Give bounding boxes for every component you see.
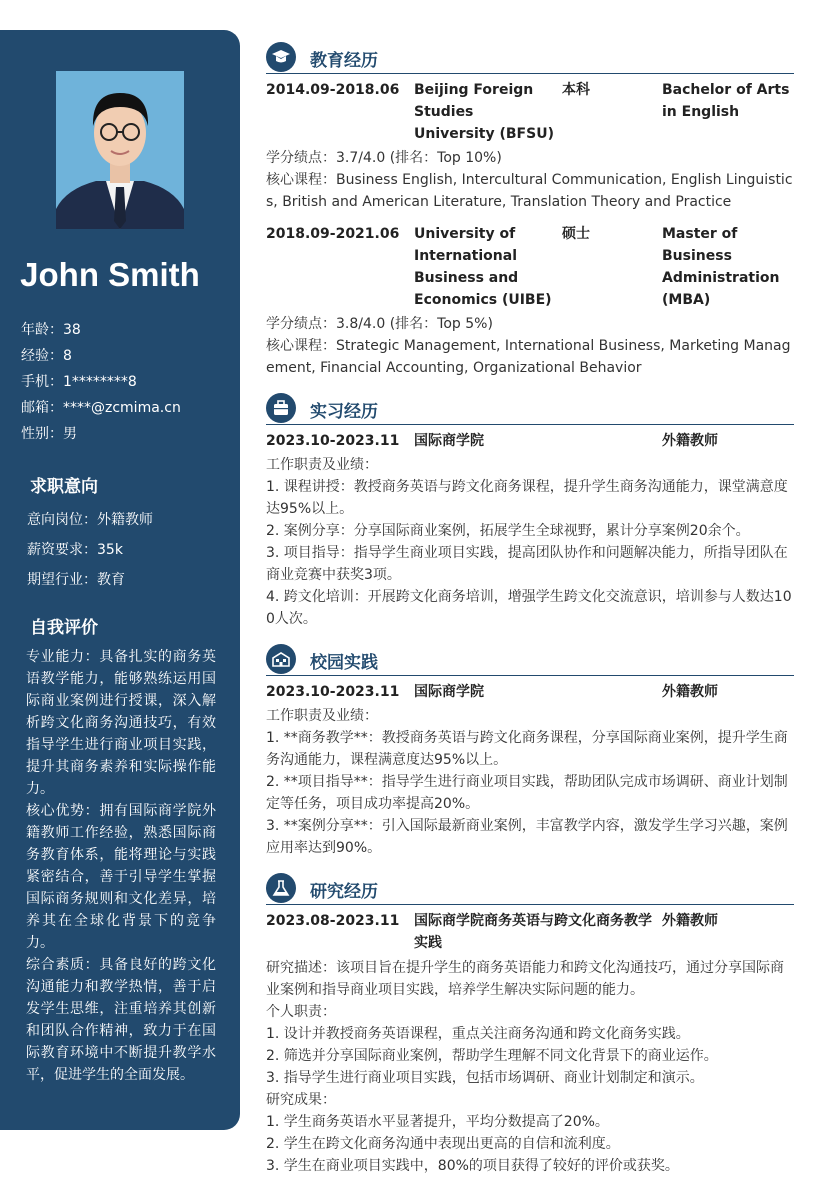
phone-value: 1********8 bbox=[63, 374, 137, 390]
section-divider bbox=[266, 424, 794, 425]
campus-section-header bbox=[266, 644, 794, 676]
edu-degree: 硕士 bbox=[562, 226, 590, 242]
experience-row bbox=[21, 346, 181, 372]
flask-icon bbox=[266, 873, 296, 903]
intent-position: 意向岗位：外籍教师 bbox=[27, 512, 153, 528]
internship-date: 2023.10-2023.11 bbox=[266, 433, 400, 449]
email-row bbox=[21, 398, 181, 424]
internship-line: 4. 跨文化培训：开展跨文化商务培训，增强学生跨文化交流意识，培训参与人数达100人次。 bbox=[266, 589, 792, 627]
education-title: 教育经历 bbox=[310, 51, 378, 71]
phone-label: 手机： bbox=[21, 374, 63, 390]
section-divider bbox=[266, 904, 794, 905]
internship-details bbox=[266, 454, 794, 630]
briefcase-icon bbox=[266, 393, 296, 423]
research-line: 1. 设计并教授商务英语课程，重点关注商务沟通和跨文化商务实践。 bbox=[266, 1026, 690, 1042]
education-details bbox=[266, 147, 794, 213]
graduation-cap-icon bbox=[266, 42, 296, 72]
self-eval-paragraph: 专业能力：具备扎实的商务英语教学能力，能够熟练运用国际商业案例进行授课，深入解析跨文化商务沟通技巧，有效指导学生进行商业项目实践，提升其商务素养和实际操作能力。 bbox=[26, 649, 216, 797]
edu-major: Bachelor of Arts in English bbox=[662, 82, 790, 120]
basic-info bbox=[21, 320, 181, 450]
edu-courses: 核心课程：Business English, Intercultural Communication, English Linguistics, British and American Literature, Translation Theory and Practice bbox=[266, 172, 793, 210]
internship-line: 3. 项目指导：指导学生商业项目实践，提高团队协作和问题解决能力，所指导团队在商业竞赛中获奖3项。 bbox=[266, 545, 788, 583]
internship-line: 工作职责及业绩： bbox=[266, 457, 378, 473]
edu-date: 2014.09-2018.06 bbox=[266, 82, 400, 98]
email-label: 邮箱： bbox=[21, 400, 63, 416]
research-project: 国际商学院商务英语与跨文化商务教学实践 bbox=[414, 913, 652, 951]
section-divider bbox=[266, 675, 794, 676]
research-date: 2023.08-2023.11 bbox=[266, 913, 400, 929]
research-line: 个人职责： bbox=[266, 1004, 336, 1020]
intent-salary: 薪资要求：35k bbox=[27, 542, 123, 558]
portrait-photo bbox=[56, 71, 184, 229]
age-row bbox=[21, 320, 181, 346]
self-eval-paragraph: 核心优势：拥有国际商学院外籍教师工作经验，熟悉国际商务教育体系，能将理论与实践紧密结合，善于引导学生掌握国际商务规则和文化差异，培养其在全球化背景下的竞争力。 bbox=[26, 803, 216, 951]
gender-row bbox=[21, 424, 181, 450]
edu-date: 2018.09-2021.06 bbox=[266, 226, 400, 242]
internship-section-header bbox=[266, 393, 794, 425]
candidate-name: John Smith bbox=[20, 256, 200, 293]
research-line: 3. 学生在商业项目实践中，80%的项目获得了较好的评价或获奖。 bbox=[266, 1158, 679, 1174]
internship-role: 外籍教师 bbox=[662, 433, 718, 449]
edu-school: Beijing Foreign Studies University (BFSU) bbox=[414, 82, 554, 142]
research-line: 研究成果： bbox=[266, 1092, 336, 1108]
edu-gpa: 学分绩点：3.7/4.0 (排名：Top 10%) bbox=[266, 150, 502, 166]
research-details bbox=[266, 957, 794, 1177]
campus-building-icon bbox=[266, 644, 296, 674]
edu-courses: 核心课程：Strategic Management, International Business, Marketing Management, Financial Accounting, Organizational Behavior bbox=[266, 338, 791, 376]
internship-line: 1. 课程讲授：教授商务英语与跨文化商务课程，提升学生商务沟通能力，课堂满意度达95%以上。 bbox=[266, 479, 788, 517]
avatar bbox=[56, 71, 184, 229]
research-line: 3. 指导学生进行商业项目实践，包括市场调研、商业计划制定和演示。 bbox=[266, 1070, 704, 1086]
gender-label: 性别： bbox=[21, 426, 63, 442]
campus-org: 国际商学院 bbox=[414, 684, 484, 700]
edu-gpa: 学分绩点：3.8/4.0 (排名：Top 5%) bbox=[266, 316, 493, 332]
internship-title: 实习经历 bbox=[310, 402, 378, 422]
intent-heading: 求职意向 bbox=[30, 477, 98, 497]
edu-school: University of International Business and Economics (UIBE) bbox=[414, 226, 552, 308]
research-title: 研究经历 bbox=[310, 882, 378, 902]
campus-details bbox=[266, 705, 794, 859]
gender-value: 男 bbox=[63, 426, 77, 442]
campus-role: 外籍教师 bbox=[662, 684, 718, 700]
email-value[interactable]: ****@zcmima.cn bbox=[63, 400, 181, 416]
education-section-header bbox=[266, 42, 794, 74]
job-intent bbox=[27, 510, 153, 600]
research-section-header bbox=[266, 873, 794, 905]
campus-title: 校园实践 bbox=[310, 653, 378, 673]
campus-date: 2023.10-2023.11 bbox=[266, 684, 400, 700]
sidebar bbox=[0, 30, 240, 1130]
research-role: 外籍教师 bbox=[662, 913, 718, 929]
age-label: 年龄： bbox=[21, 322, 63, 338]
experience-value: 8 bbox=[63, 348, 72, 364]
campus-line: 1. **商务教学**：教授商务英语与跨文化商务课程，分享国际商业案例，提升学生商务沟通能力，课程满意度达95%以上。 bbox=[266, 730, 788, 768]
research-line: 2. 筛选并分享国际商业案例，帮助学生理解不同文化背景下的商业运作。 bbox=[266, 1048, 718, 1064]
experience-label: 经验： bbox=[21, 348, 63, 364]
self-evaluation bbox=[26, 646, 216, 1086]
education-details bbox=[266, 313, 794, 379]
campus-line: 工作职责及业绩： bbox=[266, 708, 378, 724]
internship-line: 2. 案例分享：分享国际商业案例，拓展学生全球视野，累计分享案例20余个。 bbox=[266, 523, 750, 539]
edu-major: Master of Business Administration (MBA) bbox=[662, 226, 780, 308]
age-value: 38 bbox=[63, 322, 81, 338]
self-eval-heading: 自我评价 bbox=[30, 618, 98, 638]
research-line: 1. 学生商务英语水平显著提升，平均分数提高了20%。 bbox=[266, 1114, 609, 1130]
edu-degree: 本科 bbox=[562, 82, 590, 98]
campus-line: 3. **案例分享**：引入国际最新商业案例，丰富教学内容，激发学生学习兴趣，案例应用率达到90%。 bbox=[266, 818, 788, 856]
research-line: 2. 学生在跨文化商务沟通中表现出更高的自信和流利度。 bbox=[266, 1136, 620, 1152]
campus-line: 2. **项目指导**：指导学生进行商业项目实践，帮助团队完成市场调研、商业计划制定等任务，项目成功率提高20%。 bbox=[266, 774, 788, 812]
section-divider bbox=[266, 73, 794, 74]
phone-row bbox=[21, 372, 181, 398]
research-line: 研究描述：该项目旨在提升学生的商务英语能力和跨文化沟通技巧，通过分享国际商业案例和指导商业项目实践，培养学生解决实际问题的能力。 bbox=[266, 960, 784, 998]
intent-industry: 期望行业：教育 bbox=[27, 572, 125, 588]
self-eval-paragraph: 综合素质：具备良好的跨文化沟通能力和教学热情，善于启发学生思维，注重培养其创新和团队合作精神，致力于在国际教育环境中不断提升教学水平，促进学生的全面发展。 bbox=[26, 957, 216, 1083]
internship-org: 国际商学院 bbox=[414, 433, 484, 449]
